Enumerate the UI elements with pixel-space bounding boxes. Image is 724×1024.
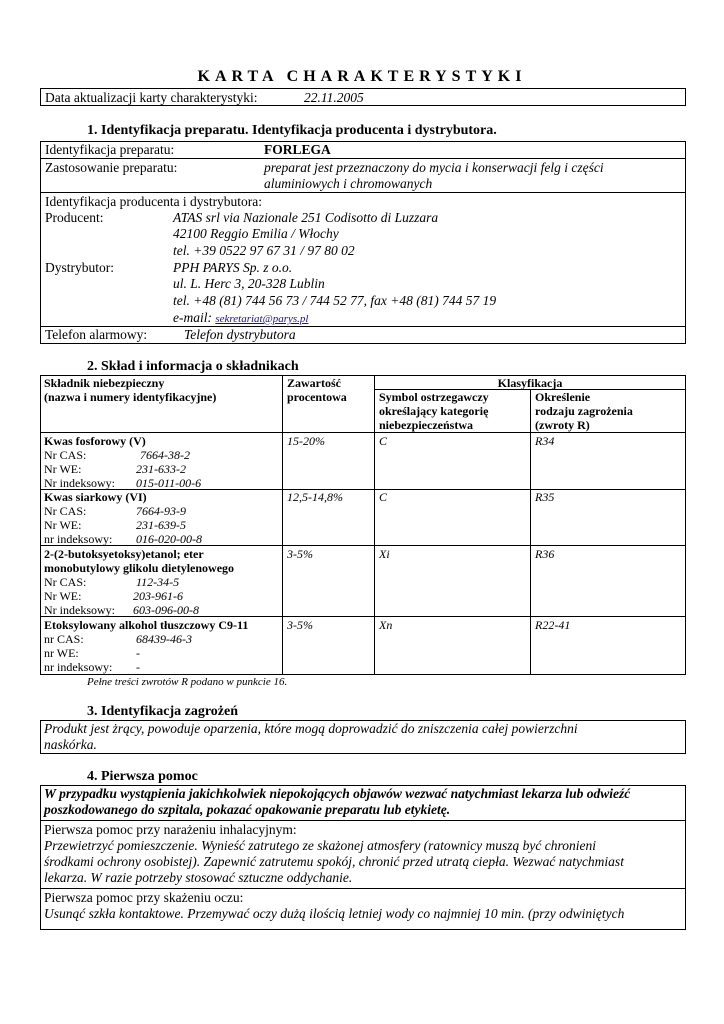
component-id-label: Nr WE: xyxy=(44,518,82,532)
alarm-phone-value: Telefon dystrybutora xyxy=(184,327,296,342)
producer-label: Producent: xyxy=(45,210,104,225)
document-title: KARTA CHARAKTERYSTYKI xyxy=(197,68,527,85)
component-id-value: - xyxy=(136,646,140,660)
eye-contact-text: Usunąć szkła kontaktowe. Przemywać oczy dużą ilością letniej wody co najmniej 10 min. (przy odwiniętych xyxy=(44,906,625,921)
distributor-line: tel. +48 (81) 744 56 73 / 744 52 77, fax +48 (81) 744 57 19 xyxy=(173,293,497,308)
component-id-label: nr CAS: xyxy=(44,632,84,646)
hazards-text: naskórka. xyxy=(44,737,97,752)
col-symbol-header: Symbol ostrzegawczy xyxy=(379,390,489,404)
component-name: Etoksylowany alkohol tłuszczowy C9-11 xyxy=(44,618,249,632)
component-id-value: 016-020-00-8 xyxy=(136,532,202,546)
use-line-2: aluminiowych i chromowanych xyxy=(264,176,433,191)
component-name: Kwas siarkowy (VI) xyxy=(44,490,147,504)
component-id-value: 203-961-6 xyxy=(133,589,183,603)
col-component-header: Składnik niebezpieczny xyxy=(44,376,165,390)
component-r-phrase: R34 xyxy=(535,434,555,448)
component-id-value: 231-633-2 xyxy=(136,462,186,476)
component-r-phrase: R36 xyxy=(535,547,555,561)
component-id-label: Nr indeksowy: xyxy=(44,603,115,617)
component-name: 2-(2-butoksyetoksy)etanol; eter xyxy=(44,547,204,561)
section-2-heading: 2. Skład i informacja o składnikach xyxy=(87,359,299,374)
producer-line: tel. +39 0522 97 67 31 / 97 80 02 xyxy=(173,243,355,258)
component-id-value: 112-34-5 xyxy=(136,575,180,589)
col-component-header: (nazwa i numery identyfikacyjne) xyxy=(44,390,217,404)
component-percent: 3-5% xyxy=(287,618,313,632)
inhalation-text: Przewietrzyć pomieszczenie. Wynieść zatrutego ze skażonej atmosfery (ratownicy muszą być chronieni xyxy=(44,838,597,853)
component-id-label: Nr WE: xyxy=(44,462,82,476)
component-percent: 15-20% xyxy=(287,434,325,448)
col-rphrase-header: rodzaju zagrożenia xyxy=(535,404,633,418)
component-id-value: 68439-46-3 xyxy=(136,632,192,646)
component-id-value: 231-639-5 xyxy=(136,518,186,532)
inhalation-text: lekarza. W razie potrzeby stosować sztuczne oddychanie. xyxy=(44,870,353,885)
distributor-line: PPH PARYS Sp. z o.o. xyxy=(173,260,293,275)
component-id-label: Nr CAS: xyxy=(44,504,87,518)
component-id-value: 603-096-00-8 xyxy=(133,603,199,617)
col-classification-header: Klasyfikacja xyxy=(497,376,563,390)
component-symbol: Xn xyxy=(379,618,393,632)
component-percent: 3-5% xyxy=(287,547,313,561)
col-symbol-header: niebezpieczeństwa xyxy=(379,418,473,432)
component-name: Kwas fosforowy (V) xyxy=(44,434,146,448)
composition-footnote: Pełne treści zwrotów R podano w punkcie 16. xyxy=(87,676,288,688)
update-date-label: Data aktualizacji karty charakterystyki: xyxy=(45,90,258,105)
section-1-heading: 1. Identyfikacja preparatu. Identyfikacja producenta i dystrybutora. xyxy=(87,123,497,138)
distributor-line: ul. L. Herc 3, 20-328 Lublin xyxy=(173,276,325,291)
component-id-label: Nr indeksowy: xyxy=(44,476,115,490)
distributor-label: Dystrybutor: xyxy=(45,260,114,275)
col-rphrase-header: (zwroty R) xyxy=(535,418,590,432)
prep-label: Identyfikacja preparatu: xyxy=(45,142,175,157)
col-percent-header: Zawartość xyxy=(287,376,341,390)
producer-line: ATAS srl via Nazionale 251 Codisotto di Luzzara xyxy=(173,210,439,225)
section-4-heading: 4. Pierwsza pomoc xyxy=(87,769,198,784)
component-symbol: C xyxy=(379,490,388,504)
component-name: monobutylowy glikolu dietylenowego xyxy=(44,561,235,575)
first-aid-warning: W przypadku wystąpienia jakichkolwiek niepokojących objawów wezwać natychmiast lekarza lub odwieźć xyxy=(44,786,631,801)
producer-line: 42100 Reggio Emilia / Włochy xyxy=(173,226,339,241)
email-link[interactable]: sekretariat@parys.pl xyxy=(215,313,309,325)
component-id-label: nr indeksowy: xyxy=(44,660,113,674)
update-date-value: 22.11.2005 xyxy=(304,90,364,105)
email-label: e-mail: xyxy=(173,310,212,325)
component-id-label: Nr CAS: xyxy=(44,448,87,462)
component-id-label: nr indeksowy: xyxy=(44,532,113,546)
eye-contact-label: Pierwsza pomoc przy skażeniu oczu: xyxy=(44,890,244,905)
inhalation-text: środkami ochrony osobistej). Zapewnić zatrutemu spokój, chronić przed utratą ciepła. Wezwać natychmiast xyxy=(44,854,624,869)
component-id-label: nr WE: xyxy=(44,646,79,660)
component-r-phrase: R35 xyxy=(535,490,555,504)
component-r-phrase: R22-41 xyxy=(535,618,571,632)
section-3-heading: 3. Identyfikacja zagrożeń xyxy=(87,704,238,719)
component-percent: 12,5-14,8% xyxy=(287,490,343,504)
component-id-value: - xyxy=(136,660,140,674)
component-id-value: 7664-93-9 xyxy=(136,504,186,518)
producer-distributor-heading: Identyfikacja producenta i dystrybutora: xyxy=(45,194,263,209)
col-rphrase-header: Określenie xyxy=(535,390,591,404)
inhalation-label: Pierwsza pomoc przy narażeniu inhalacyjnym: xyxy=(44,822,297,837)
component-symbol: C xyxy=(379,434,388,448)
email-line xyxy=(173,310,308,327)
first-aid-warning: poszkodowanego do szpitala, pokazać opakowanie preparatu lub etykietę. xyxy=(44,802,451,817)
col-percent-header: procentowa xyxy=(287,390,347,404)
hazards-text: Produkt jest żrący, powoduje oparzenia, które mogą doprowadzić do zniszczenia całej powierzchni xyxy=(44,721,578,736)
component-id-value: 015-011-00-6 xyxy=(136,476,202,490)
component-id-value: 7664-38-2 xyxy=(140,448,190,462)
prep-value: FORLEGA xyxy=(264,142,331,157)
use-line-1: preparat jest przeznaczony do mycia i konserwacji felg i części xyxy=(264,160,604,175)
component-id-label: Nr CAS: xyxy=(44,575,87,589)
component-id-label: Nr WE: xyxy=(44,589,82,603)
col-symbol-header: określający kategorię xyxy=(379,404,489,418)
alarm-phone-label: Telefon alarmowy: xyxy=(45,327,148,342)
component-symbol: Xi xyxy=(379,547,390,561)
use-label: Zastosowanie preparatu: xyxy=(45,160,178,175)
